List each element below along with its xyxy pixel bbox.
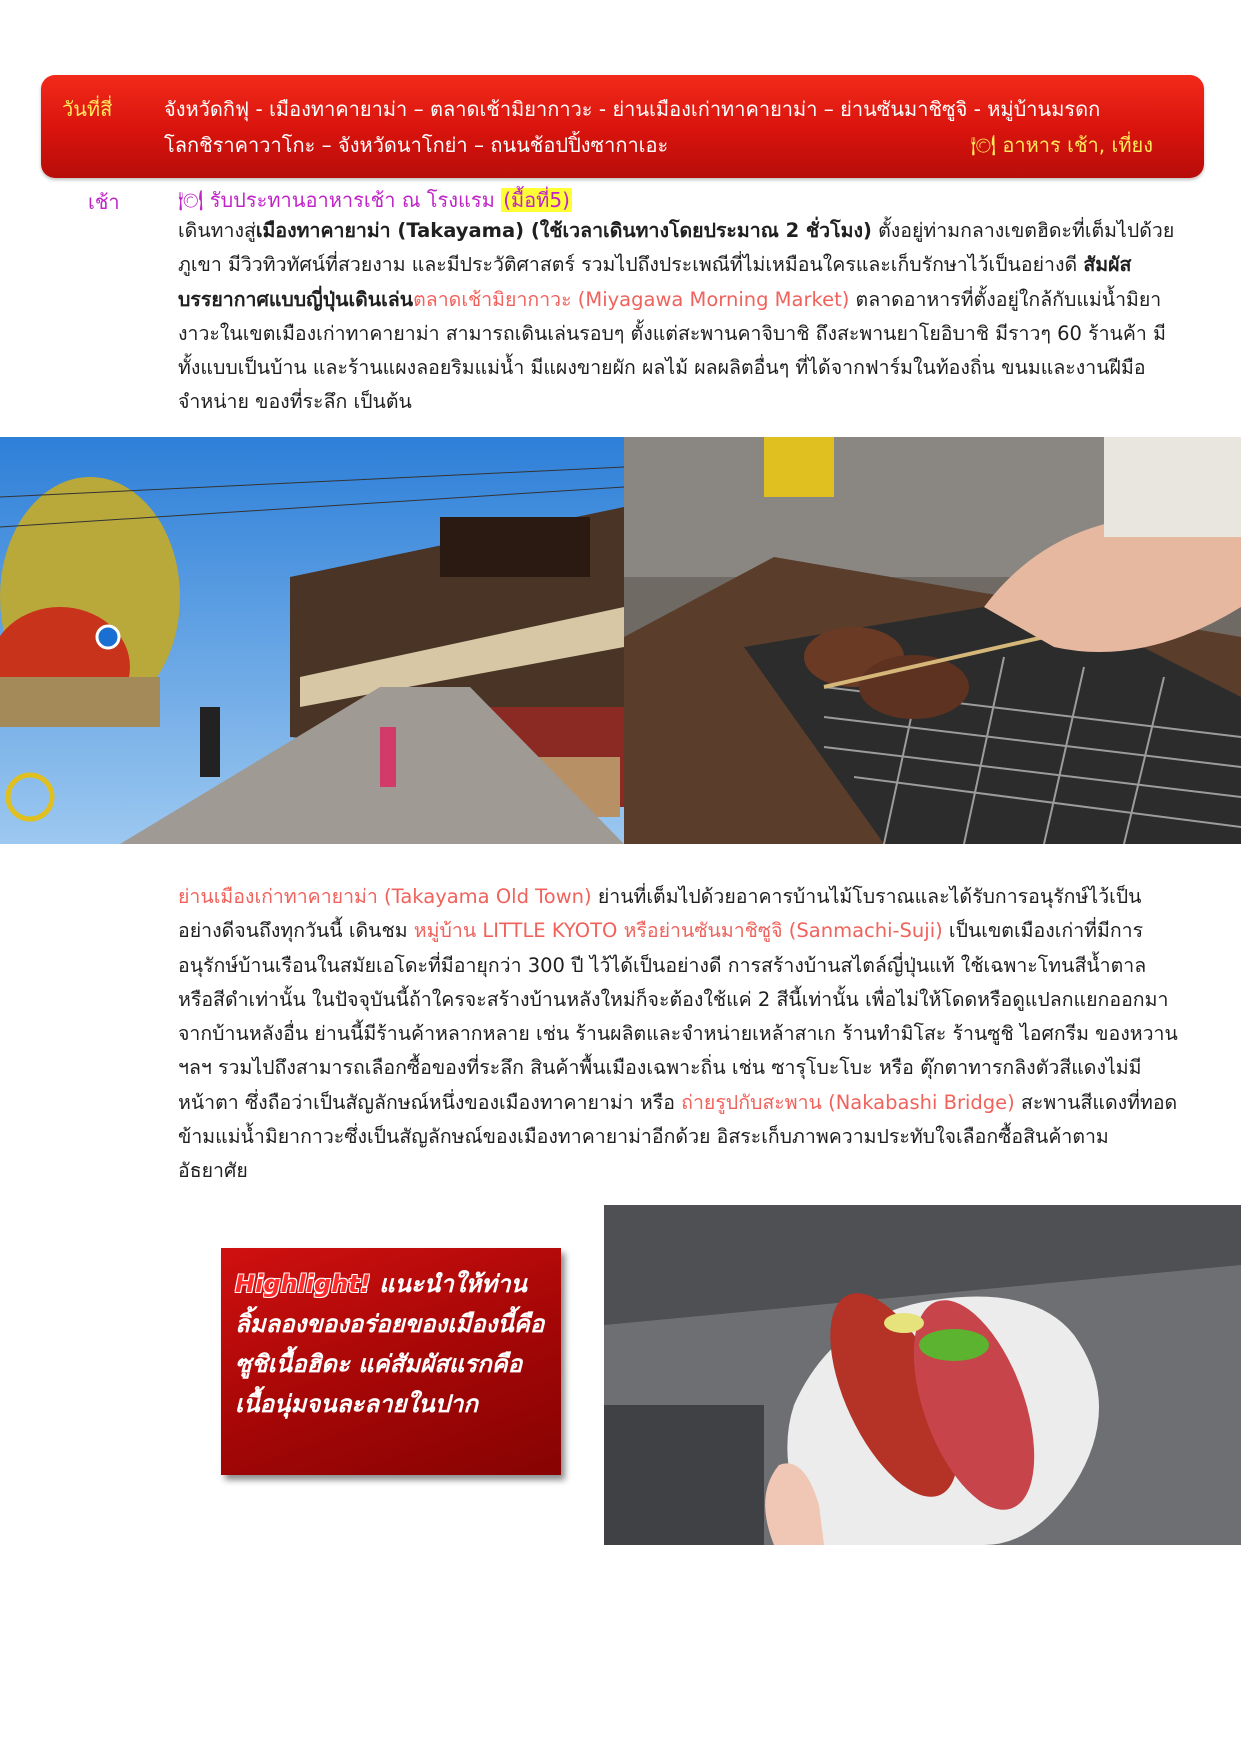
hida-beef-sushi-photo <box>604 1205 1241 1545</box>
takayama-title: เมืองทาคายาม่า (Takayama) (ใช้เวลาเดินทางโดยประมาณ 2 ชั่วโมง) <box>255 219 872 242</box>
meals-info: 🍽 อาหาร เช้า, เที่ยง <box>970 133 1153 157</box>
hida-beef-grill-photo <box>624 437 1241 844</box>
route-line-1: จังหวัดกิฟุ - เมืองทาคายาม่า – ตลาดเช้ามิยากาวะ - ย่านเมืองเก่าทาคายาม่า – ย่านซันมาชิซูจิ - หมู่บ้านมรดก <box>164 97 1101 121</box>
meal-number-badge: (มื้อที่5) <box>503 188 570 212</box>
takayama-paragraph <box>178 214 1178 420</box>
highlight-word: Highlight! <box>235 1270 371 1298</box>
miyagawa-market-link[interactable]: ตลาดเช้ามิยากาวะ (Miyagawa Morning Market) <box>413 287 850 311</box>
para1-s1: เดินทางสู่ <box>178 219 256 242</box>
highlight-box <box>221 1248 561 1475</box>
para1-s3: ตั้งอยู่ท่ามกลางเขตฮิดะที่เต็มไปด้วยภูเขา มีวิวทิวทัศน์ที่สวยงาม และมีประวัติศาสตร์ รวมไปถึงประเพณีที่ไม่เหมือนใครและเก็บรักษาไว้เป็นอย่างดี <box>178 219 1175 277</box>
japanese-atmosphere-phrase: สัมผัสบรรยากาศแบบญี่ปุ่นเดินเล่น <box>178 253 1132 311</box>
highlight-body: แนะนำให้ท่านลิ้มลองของอร่อยของเมืองนี้คือ ซูชิเนื้อฮิดะ แค่สัมผัสแรกคือเนื้อนุ่มจนละลายในปาก <box>235 1270 545 1418</box>
route-line-2: โลกชิราคาวาโกะ – จังหวัดนาโกย่า – ถนนช้อปปิ้งซากาเอะ <box>164 133 669 157</box>
breakfast-text: 🍽 รับประทานอาหารเช้า ณ โรงแรม <box>178 188 495 212</box>
morning-label: เช้า <box>88 190 120 214</box>
old-town-paragraph <box>178 880 1178 1189</box>
para1-s6: ตลาดอาหารที่ตั้งอยู่ใกล้กับแม่น้ำมิยางาวะในเขตเมืองเก่าทาคายาม่า สามารถเดินเล่นรอบๆ ตั้งแต่สะพานคาจิบาชิ ถึงสะพานยาโยอิบาชิ มีราวๆ 60 ร้านค้า มีทั้งแบบเป็นบ้าน และร้านแผงลอยริมแม่น้ำ มีแผงขายผัก ผลไม้ ผลผลิตอื่นๆ ที่ได้จากฟาร์มในท้องถิ่น ขนมและงานฝีมือจำหน่าย ของที่ระลึก เป็นต้น <box>178 287 1166 414</box>
day-banner <box>41 75 1204 178</box>
highlight-text <box>235 1264 551 1424</box>
day-label: วันที่สี่ <box>62 97 113 121</box>
para2-s4: เป็นเขตเมืองเก่าที่มีการอนุรักษ์บ้านเรือนในสมัยเอโดะที่มีอายุกว่า 300 ปี ไว้ได้เป็นอย่างดี การสร้างบ้านสไตล์ญี่ปุ่นแท้ ใช้เฉพาะโทนสีน้ำตาลหรือสีดำเท่านั้น ในปัจจุบันนี้ถ้าใครจะสร้างบ้านหลังใหม่ก็จะต้องใช้แค่ 2 สีนี้เท่านั้น เพื่อไม่ให้โดดหรือดูแปลกแยกออกมาจากบ้านหลังอื่น ย่านนี้มีร้านค้าหลากหลาย เช่น ร้านผลิตและจำหน่ายเหล้าสาเก ร้านทำมิโสะ ร้านซูชิ ไอศกรีม ของหวาน ฯลฯ รวมไปถึงสามารถเลือกซื้อของที่ระลึก สินค้าพื้นเมืองเฉพาะถิ่น เช่น ซารุโบะโบะ หรือ ตุ๊กตาทารกลิงตัวสีแดงไม่มีหน้าตา ซึ่งถือว่าเป็นสัญลักษณ์หนึ่งของเมืองทาคายาม่า หรือ <box>178 919 1178 1114</box>
para2-s6: สะพานสีแดงที่ทอดข้ามแม่น้ำมิยากาวะซึ่งเป็นสัญลักษณ์ของเมืองทาคายาม่าอีกด้วย อิสระเก็บภาพความประทับใจเลือกซื้อสินค้าตามอัธยาศัย <box>178 1090 1178 1183</box>
para2-s2: ย่านที่เต็มไปด้วยอาคารบ้านไม้โบราณและได้รับการอนุรักษ์ไว้เป็นอย่างดีจนถึงทุกวันนี้ เดินชม <box>178 885 1142 943</box>
takayama-old-town-link[interactable]: ย่านเมืองเก่าทาคายาม่า (Takayama Old Town) <box>178 885 592 908</box>
breakfast-line <box>178 184 572 216</box>
old-town-street-photo <box>0 437 624 844</box>
nakabashi-bridge-link[interactable]: ถ่ายรูปกับสะพาน (Nakabashi Bridge) <box>681 1090 1015 1114</box>
little-kyoto-link[interactable]: หมู่บ้าน LITTLE KYOTO หรือย่านซันมาชิซูจิ (Sanmachi-Suji) <box>413 919 943 943</box>
